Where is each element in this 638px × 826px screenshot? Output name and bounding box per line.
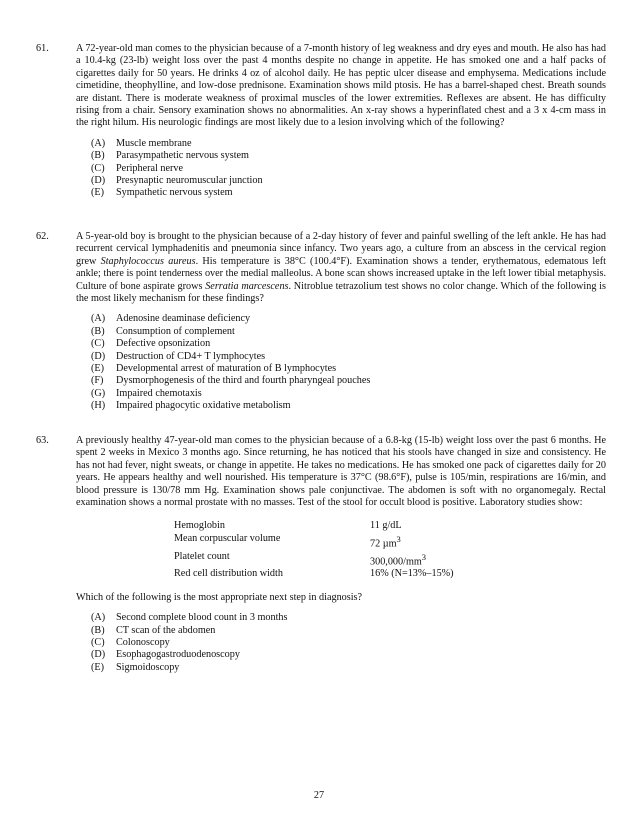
lab-row — [174, 520, 454, 532]
question-stem: A 72-year-old man comes to the physician because of a 7-month history of leg weakness and dry eyes and mouth. He also has had a 10.4-kg (23-lb) weight loss over the past 4 months despite no change in appetite. He has smoked one and a half packs of cigarettes daily for 50 years. He drinks 4 oz of alcohol daily. He has peptic ulcer disease and emphysema. Medications include cimetidine, theophylline, and low-dose prednisone. Examination shows mild ptosis. He has a barrel-shaped chest. Breath sounds are distant. There is moderate weakness of proximal muscles of the lower extremities. Reflexes are absent. He has difficulty rising from a chair. Sensory examination shows no abnormalities. An x-ray shows a hyperinflated chest and a 3 x 4-cm mass in the right hilum. His neurologic findings are most likely due to a lesion involving which of the following? — [76, 43, 606, 129]
lab-results-table — [174, 520, 454, 580]
answer-option — [91, 351, 606, 363]
lab-name: Platelet count — [174, 550, 230, 562]
answer-options — [91, 612, 606, 674]
option-text: Sympathetic nervous system — [116, 187, 233, 199]
lab-value: 16% (N=13%–15%) — [370, 568, 454, 580]
option-text: Developmental arrest of maturation of B lymphocytes — [116, 363, 337, 375]
question-body — [76, 43, 606, 200]
option-letter: (F) — [91, 375, 104, 387]
option-letter: (E) — [91, 187, 105, 199]
option-text: Consumption of complement — [116, 325, 235, 337]
answer-option — [91, 662, 606, 674]
option-text: Esophagogastroduodenoscopy — [116, 649, 240, 661]
answer-option — [91, 163, 606, 175]
option-letter: (A) — [91, 313, 106, 325]
superscript: 3 — [396, 533, 401, 544]
answer-option — [91, 388, 606, 400]
question-prompt: Which of the following is the most appropriate next step in diagnosis? — [76, 591, 363, 603]
option-text: Defective opsonization — [116, 338, 211, 350]
lab-row — [174, 568, 454, 580]
option-letter: (A) — [91, 612, 106, 624]
lab-row — [174, 533, 454, 551]
option-letter: (D) — [91, 350, 106, 362]
answer-option — [91, 649, 606, 661]
answer-option — [91, 326, 606, 338]
lab-value: 72 µm$^3$ — [370, 533, 401, 550]
lab-value: 11 g/dL — [370, 520, 402, 532]
stem-text: A 5-year-old boy is brought to the physician because of a 2-day history of fever and painful swelling of the left ankle. He has had recurrent cervical lymphadenitis and pneumonia since infancy. Two years ago, a culture from an abscess in the cervical region grew — [76, 231, 606, 267]
organism-name: Serratia marcescens — [205, 280, 289, 292]
answer-option — [91, 400, 606, 412]
option-text: Adenosine deaminase deficiency — [116, 313, 251, 325]
lab-value: $300,000/mm^3$ — [370, 551, 427, 568]
option-text: Peripheral nerve — [116, 162, 184, 174]
answer-option — [91, 637, 606, 649]
option-text: Impaired chemotaxis — [116, 387, 202, 399]
option-text: Colonoscopy — [116, 637, 170, 649]
answer-option — [91, 375, 606, 387]
option-letter: (B) — [91, 150, 105, 162]
option-text: Muscle membrane — [116, 137, 192, 149]
answer-options — [91, 313, 606, 412]
stem-text: . Nitroblue tetrazolium test shows no color change. Which of the following is the most likely mechanism for these findings? — [76, 280, 606, 305]
answer-option — [91, 313, 606, 325]
option-text: Presynaptic neuromuscular junction — [116, 175, 263, 187]
option-letter: (C) — [91, 162, 105, 174]
option-text: CT scan of the abdomen — [116, 624, 216, 636]
answer-option — [91, 363, 606, 375]
option-letter: (D) — [91, 649, 106, 661]
answer-option — [91, 338, 606, 350]
lab-name: Red cell distribution width — [174, 568, 283, 580]
option-text: Second complete blood count in 3 months — [116, 612, 288, 624]
question-stem: A previously healthy 47-year-old man comes to the physician because of a 6.8-kg (15-lb) weight loss over the past 6 months. He spent 2 weeks in Mexico 3 months ago. Since returning, he has noticed that his stools have changed in size and consistency. He has not had fever, night sweats, or change in appetite. He takes no medications. He has smoked one pack of cigarettes daily for 20 years. He appears healthy and well nourished. His temperature is 37°C (98.6°F), pulse is 105/min, respirations are 16/min, and blood pressure is 130/78 mm Hg. Examination shows pale conjunctivae. The abdomen is soft with no organomegaly. Rectal examination shows a normal prostate with no masses. Test of the stool for occult blood is positive. Laboratory studies show: — [76, 435, 606, 509]
page-number: 27 — [313, 790, 325, 801]
question-stem — [76, 231, 606, 305]
option-text: Dysmorphogenesis of the third and fourth pharyngeal pouches — [116, 375, 371, 387]
option-letter: (G) — [91, 387, 106, 399]
lab-name: Hemoglobin — [174, 520, 225, 532]
answer-option — [91, 625, 606, 637]
option-text: Sigmoidoscopy — [116, 661, 180, 673]
answer-option — [91, 150, 606, 162]
option-text: Impaired phagocytic oxidative metabolism — [116, 400, 291, 412]
stem-text: . His temperature is 38°C (100.4°F). Examination shows a tender, erythematous, edematous left ankle; there is point tenderness over the medial malleolus. A bone scan shows increased uptake in the left lower tibial metaphysis. Culture of bone aspirate grows — [76, 255, 606, 292]
option-letter: (H) — [91, 400, 106, 412]
lab-name: Mean corpuscular volume — [174, 532, 281, 544]
option-letter: (B) — [91, 624, 105, 636]
answer-option — [91, 612, 606, 624]
question-number: 61. — [36, 43, 49, 54]
option-letter: (E) — [91, 661, 105, 673]
option-letter: (D) — [91, 175, 106, 187]
option-letter: (A) — [91, 137, 106, 149]
answer-option — [91, 175, 606, 187]
answer-option — [91, 187, 606, 199]
answer-option — [91, 138, 606, 150]
option-letter: (C) — [91, 338, 105, 350]
option-text: Parasympathetic nervous system — [116, 150, 249, 162]
lab-row — [174, 551, 454, 569]
question-body — [76, 435, 606, 674]
superscript: 3 — [421, 551, 427, 562]
question-number: 62. — [36, 231, 49, 242]
option-letter: (B) — [91, 325, 105, 337]
question-body — [76, 231, 606, 413]
option-text: Destruction of CD4+ T lymphocytes — [116, 350, 266, 362]
question-number: 63. — [36, 435, 49, 446]
organism-name: Staphylococcus aureus — [100, 255, 196, 267]
answer-options — [91, 138, 606, 200]
option-letter: (E) — [91, 363, 105, 375]
option-letter: (C) — [91, 637, 105, 649]
